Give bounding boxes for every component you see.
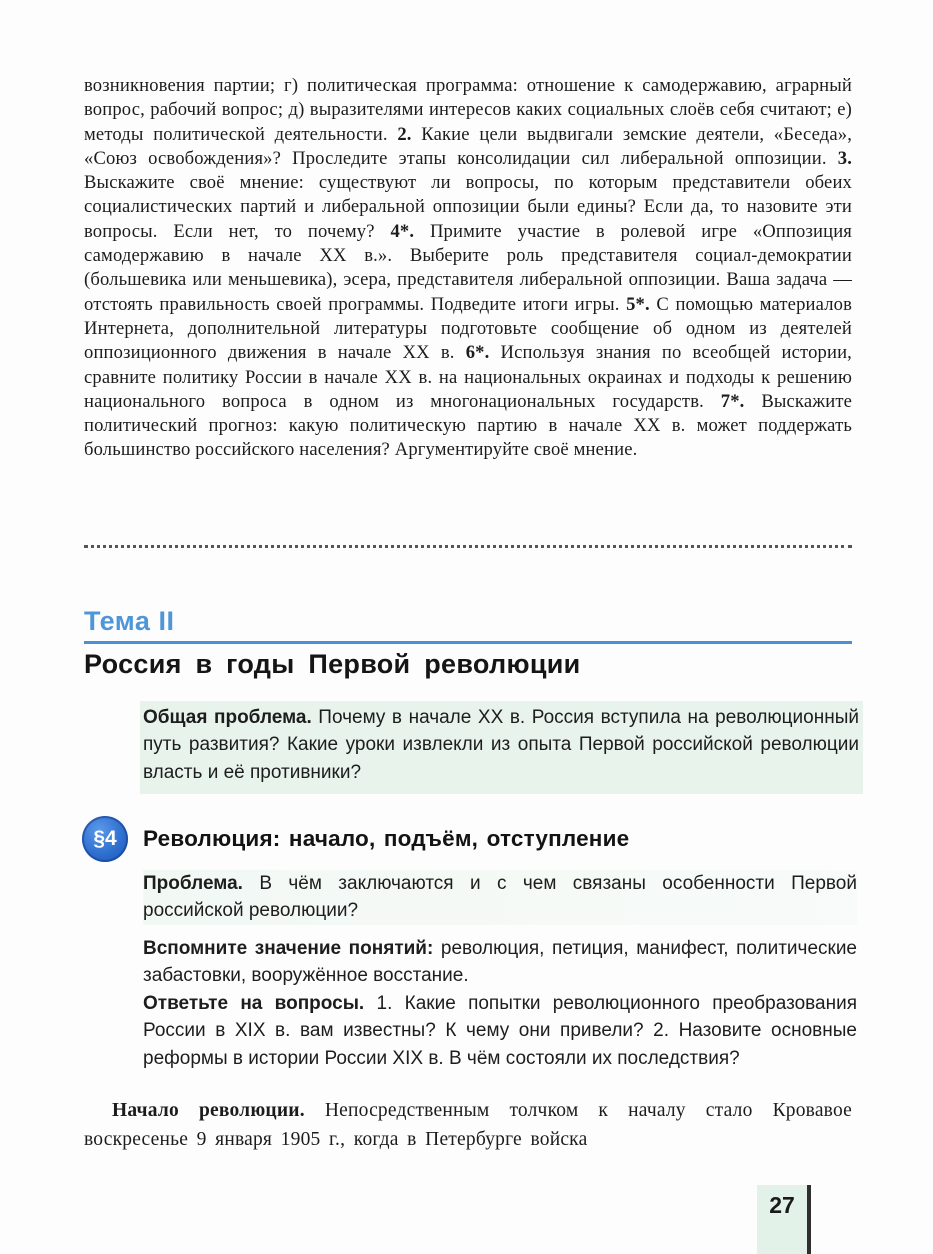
dotted-separator [84,545,852,548]
questions-paragraph: Ответьте на вопросы. 1. Какие попытки революционного преобразования России в XIX в. вам известны? К чему они привели? 2. Назовите основные реформы в истории России XIX в. В чём состояли их последствия? [143,993,857,1069]
recall-paragraph: Вспомните значение понятий: революция, петиция, манифест, политические забастовки, вооружённое восстание. [143,938,857,987]
theme-label: Тема II [84,606,175,636]
theme-rule [84,641,852,644]
general-problem-block: Общая проблема. Почему в начале XX в. Россия вступила на революционный путь развития? Какие уроки извлекли из опыта Первой российской революции власть и её противники? [140,701,863,794]
body-paragraph: Начало революции. Непосредственным толчком к началу стало Кровавое воскресенье 9 января 1905 г., когда в Петербурге войска [84,1100,852,1150]
problem-paragraph: Проблема. В чём заключаются и с чем связаны особенности Первой российской революции? [143,870,857,925]
page-number-tab [757,1185,811,1254]
section-badge: §4 [82,816,128,862]
tasks-paragraph: возникновения партии; г) политическая программа: отношение к самодержавию, аграрный вопрос, рабочий вопрос; д) выразителями интересов каких социальных слоёв себя считают; е) методы политической деятельности. 2. Какие цели выдвигали земские деятели, «Беседа», «Союз освобождения»? Проследите этапы консолидации сил либеральной оппозиции. 3. Выскажите своё мнение: существуют ли вопросы, по которым представители обеих социалистических партий и либеральной оппозиции были едины? Если да, то назовите эти вопросы. Если нет, то почему? 4*. Примите участие в ролевой игре «Оппозиция самодержавию в начале XX в.». Выберите роль представителя социал-демократии (большевика или меньшевика), эсера, представителя либеральной оппозиции. Ваша задача — отстоять правильность своей программы. Подведите итоги игры. 5*. С помощью материалов Интернета, дополнительной литературы подготовьте сообщение об одном из деятелей оппозиционного движения в начале XX в. 6*. Используя знания по всеобщей истории, сравните политику России в начале XX в. на национальных окраинах и подходы к решению национального вопроса в одном из многонациональных государств. 7*. Выскажите политический прогноз: какую политическую партию в начале XX в. может поддержать большинство российского населения? Аргументируйте своё мнение. [84,75,853,461]
theme-title: Россия в годы Первой революции [84,649,581,679]
section-title: Революция: начало, подъём, отступление [143,826,630,851]
page-number: 27 [769,1192,795,1218]
